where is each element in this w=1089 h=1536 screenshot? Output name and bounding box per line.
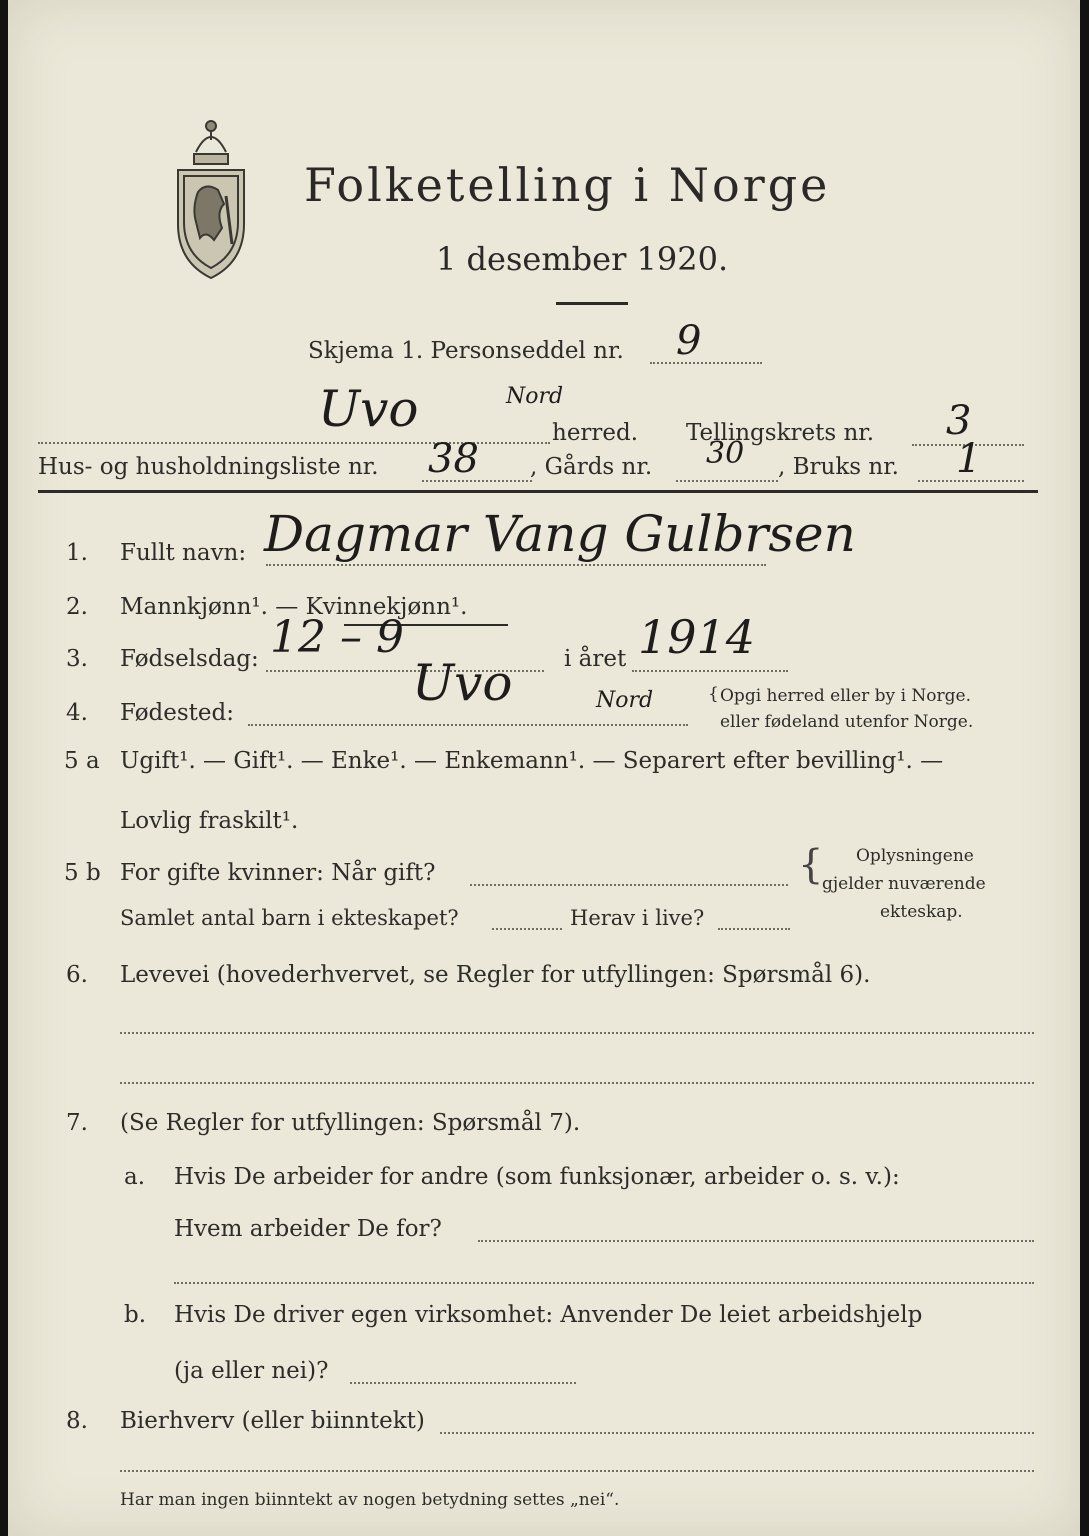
q5b-line1: For gifte kvinner: Når gift? [120,860,436,886]
birthplace-note: Nord [596,688,654,713]
q4-label: Fødested: [120,700,235,726]
form-title: Folketelling i Norge [304,158,831,212]
q8-number: 8. [66,1408,88,1434]
census-date: 1 desember 1920. [436,240,729,278]
schema-label: Skjema 1. Personseddel nr. [308,338,624,364]
q1-number: 1. [66,540,88,566]
q7b-line1: Hvis De driver egen virksomhet: Anvender De leiet arbeidshjelp [174,1302,923,1328]
hired-help-field-line [350,1382,576,1384]
q3-label: Fødselsdag: [120,646,259,672]
alive-field-line [718,928,790,930]
header-rule [38,490,1038,493]
herred-label: herred. [552,420,639,446]
title-divider [556,302,628,305]
occupation-field-line-1 [120,1032,1034,1034]
q5b-note2: gjelder nuværende [822,874,986,894]
q6-label: Levevei (hovederhvervet, se Regler for utfyllingen: Spørsmål 6). [120,962,871,988]
q4-number: 4. [66,700,88,726]
birthplace-value: Uvo [412,654,513,712]
q5b-alive-label: Herav i live? [570,906,705,930]
year-field-line [632,670,788,672]
q7-number: 7. [66,1110,88,1136]
birthdate-value: 12 – 9 [270,612,404,663]
gards-field-line [676,480,778,482]
birthplace-note1: Opgi herred eller by i Norge. [720,686,971,706]
children-field-line [492,928,562,930]
census-form [8,0,1080,1536]
q7b-letter: b. [124,1302,147,1328]
q3-number: 3. [66,646,88,672]
q8-label: Bierhverv (eller biinntekt) [120,1408,425,1434]
q6-number: 6. [66,962,88,988]
herred-note: Nord [506,384,564,409]
hus-label: Hus- og husholdningsliste nr. [38,454,379,480]
birthplace-note2: eller fødeland utenfor Norge. [720,712,974,732]
schema-field-line [650,362,762,364]
marriage-brace: { [798,842,824,888]
tellingskrets-label: Tellingskrets nr. [686,420,875,446]
full-name-value: Dagmar Vang Gulbrsen [264,505,856,563]
q5b-number: 5 b [64,860,101,886]
q1-label: Fullt navn: [120,540,247,566]
q7a-line2: Hvem arbeider De for? [174,1216,442,1242]
q2-number: 2. [66,594,88,620]
q7b-line2: (ja eller nei)? [174,1358,329,1384]
q1-field-line [266,564,766,566]
hus-value: 38 [428,436,479,482]
bruks-label: , Bruks nr. [778,454,899,480]
gards-value: 30 [706,436,745,471]
employer-field-line-2 [174,1282,1034,1284]
q7-label: (Se Regler for utfyllingen: Spørsmål 7). [120,1110,581,1136]
marital-status-options: Ugift¹. — Gift¹. — Enke¹. — Enkemann¹. — Separert efter bevilling¹. — [120,748,944,774]
q5b-children-label: Samlet antal barn i ekteskapet? [120,906,459,930]
footer-note: Har man ingen biinntekt av nogen betydning settes „nei“. [120,1490,620,1510]
bruks-value: 1 [956,436,982,482]
side-income-field-line-1 [440,1432,1034,1434]
birthplace-brace: { [708,684,719,704]
coat-of-arms-icon [166,112,256,280]
year-label: i året [564,646,627,672]
schema-number-value: 9 [676,318,702,364]
birth-year-value: 1914 [638,610,756,664]
q7a-letter: a. [124,1164,146,1190]
q5b-note3: ekteskap. [880,902,963,922]
q5b-note1: Oplysningene [856,846,974,866]
birthplace-field-line [248,724,688,726]
gards-label: , Gårds nr. [530,454,653,480]
employer-field-line-1 [478,1240,1034,1242]
occupation-field-line-2 [120,1082,1034,1084]
tellingskrets-value: 3 [946,398,972,444]
q7a-line1: Hvis De arbeider for andre (som funksjonær, arbeider o. s. v.): [174,1164,900,1190]
marital-status-divorced: Lovlig fraskilt¹. [120,808,299,834]
herred-value: Uvo [318,380,419,438]
gender-options: Mannkjønn¹. — Kvinnekjønn¹. [120,594,468,620]
married-date-field-line [470,884,788,886]
q5a-number: 5 a [64,748,100,774]
side-income-field-line-2 [120,1470,1034,1472]
